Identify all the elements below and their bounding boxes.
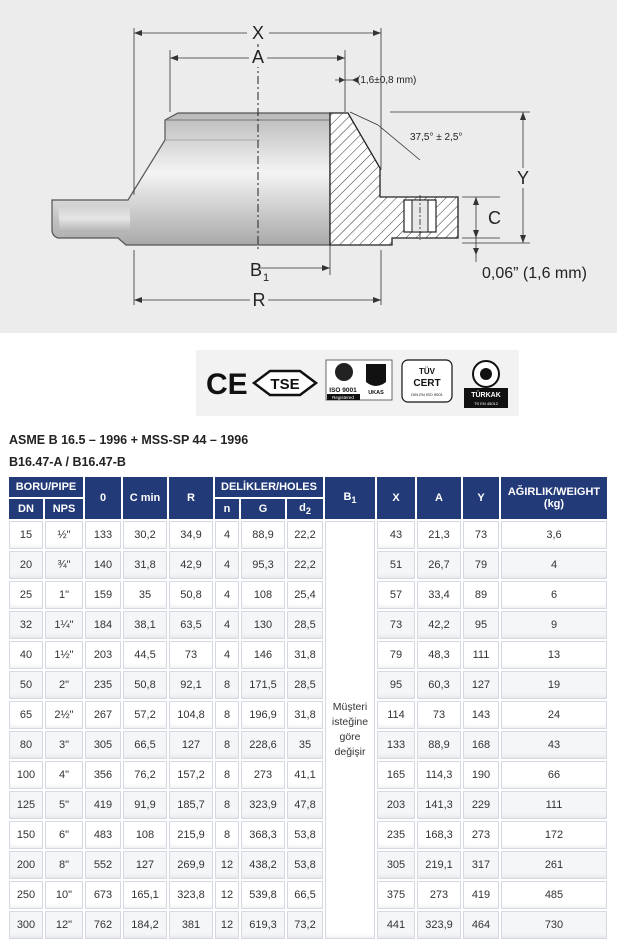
table-cell: 762 bbox=[85, 911, 121, 939]
table-cell: 730 bbox=[501, 911, 607, 939]
table-cell: 300 bbox=[9, 911, 43, 939]
table-cell: 79 bbox=[377, 641, 415, 669]
table-cell: 47,8 bbox=[287, 791, 323, 819]
table-cell: 6" bbox=[45, 821, 83, 849]
table-cell: 8 bbox=[215, 761, 239, 789]
table-cell: 34,9 bbox=[169, 521, 213, 549]
table-cell: 73,2 bbox=[287, 911, 323, 939]
tuv-cert-logo bbox=[402, 360, 452, 402]
table-cell: 464 bbox=[463, 911, 499, 939]
table-cell: 368,3 bbox=[241, 821, 285, 849]
table-cell: 91,9 bbox=[123, 791, 167, 819]
table-cell: 8 bbox=[215, 791, 239, 819]
table-cell: 146 bbox=[241, 641, 285, 669]
table-row bbox=[9, 521, 607, 549]
table-cell: 172 bbox=[501, 821, 607, 849]
table-cell: ½" bbox=[45, 521, 83, 549]
certification-logos bbox=[196, 350, 519, 416]
label-x: X bbox=[251, 23, 265, 43]
table-cell: 419 bbox=[463, 881, 499, 909]
turkak-sub-text: TS EN 45012 bbox=[473, 401, 499, 406]
table-cell: 35 bbox=[123, 581, 167, 609]
table-cell: 261 bbox=[501, 851, 607, 879]
table-cell: 108 bbox=[241, 581, 285, 609]
header-r: R bbox=[169, 477, 213, 519]
table-cell: 12 bbox=[215, 881, 239, 909]
tse-text: TSE bbox=[270, 376, 300, 393]
table-cell: 43 bbox=[377, 521, 415, 549]
table-cell: 323,9 bbox=[241, 791, 285, 819]
table-cell: 375 bbox=[377, 881, 415, 909]
label-y: Y bbox=[516, 168, 530, 188]
table-cell: 127 bbox=[169, 731, 213, 759]
table-cell: 127 bbox=[463, 671, 499, 699]
standard-heading: ASME B 16.5 – 1996 + MSS-SP 44 – 1996 bbox=[9, 433, 249, 447]
table-cell: 73 bbox=[169, 641, 213, 669]
header-x: X bbox=[377, 477, 415, 519]
header-y: Y bbox=[463, 477, 499, 519]
table-cell: 483 bbox=[85, 821, 121, 849]
table-cell: 2" bbox=[45, 671, 83, 699]
table-cell: 21,3 bbox=[417, 521, 461, 549]
table-cell: 1¼" bbox=[45, 611, 83, 639]
table-cell: 57,2 bbox=[123, 701, 167, 729]
table-cell: 157,2 bbox=[169, 761, 213, 789]
table-row bbox=[9, 911, 607, 939]
table-cell: 168,3 bbox=[417, 821, 461, 849]
table-cell: 50,8 bbox=[169, 581, 213, 609]
table-row bbox=[9, 731, 607, 759]
label-a: A bbox=[251, 47, 265, 67]
header-d2 bbox=[287, 499, 323, 519]
table-cell: 4 bbox=[215, 641, 239, 669]
iso-text: ISO 9001 bbox=[329, 387, 357, 394]
flange-dimensions-table bbox=[7, 475, 609, 941]
table-cell: 250 bbox=[9, 881, 43, 909]
table-row bbox=[9, 761, 607, 789]
table-cell: 32 bbox=[9, 611, 43, 639]
table-cell: 8 bbox=[215, 731, 239, 759]
table-cell: 130 bbox=[241, 611, 285, 639]
table-cell: 143 bbox=[463, 701, 499, 729]
table-cell: 552 bbox=[85, 851, 121, 879]
table-cell: 441 bbox=[377, 911, 415, 939]
table-cell: 235 bbox=[85, 671, 121, 699]
table-cell: 114 bbox=[377, 701, 415, 729]
table-cell: 8" bbox=[45, 851, 83, 879]
table-cell: 184 bbox=[85, 611, 121, 639]
table-cell: 13 bbox=[501, 641, 607, 669]
table-body bbox=[9, 521, 607, 939]
table-row bbox=[9, 791, 607, 819]
table-cell: 133 bbox=[377, 731, 415, 759]
table-cell: 125 bbox=[9, 791, 43, 819]
table-cell: 485 bbox=[501, 881, 607, 909]
table-cell: 323,8 bbox=[169, 881, 213, 909]
table-cell: 57 bbox=[377, 581, 415, 609]
table-cell: 196,9 bbox=[241, 701, 285, 729]
label-tolerance: (1,6±0,8 mm) bbox=[357, 75, 417, 86]
table-cell: 63,5 bbox=[169, 611, 213, 639]
header-pipe: BORU/PIPE bbox=[9, 477, 83, 497]
table-row bbox=[9, 641, 607, 669]
header-nps: NPS bbox=[45, 499, 83, 519]
b1-note-cell bbox=[325, 521, 375, 939]
b1-note-line: Müşteri bbox=[332, 701, 368, 713]
table-cell: 111 bbox=[501, 791, 607, 819]
table-cell: 3" bbox=[45, 731, 83, 759]
table-cell: 88,9 bbox=[241, 521, 285, 549]
table-cell: 133 bbox=[85, 521, 121, 549]
table-cell: 273 bbox=[463, 821, 499, 849]
label-c: C bbox=[488, 208, 501, 228]
table-cell: 66,5 bbox=[123, 731, 167, 759]
table-cell: 73 bbox=[463, 521, 499, 549]
table-cell: 31,8 bbox=[287, 701, 323, 729]
iso-9001-logo bbox=[326, 360, 392, 400]
table-cell: 8 bbox=[215, 821, 239, 849]
table-cell: 65 bbox=[9, 701, 43, 729]
table-row bbox=[9, 581, 607, 609]
table-cell: 44,5 bbox=[123, 641, 167, 669]
table-cell: 114,3 bbox=[417, 761, 461, 789]
table-cell: 9 bbox=[501, 611, 607, 639]
table-cell: 66 bbox=[501, 761, 607, 789]
table-cell: 22,2 bbox=[287, 551, 323, 579]
table-cell: 159 bbox=[85, 581, 121, 609]
table-cell: 8 bbox=[215, 701, 239, 729]
table-cell: 438,2 bbox=[241, 851, 285, 879]
table-cell: 20 bbox=[9, 551, 43, 579]
table-cell: 140 bbox=[85, 551, 121, 579]
header-weight-unit: (kg) bbox=[543, 498, 565, 510]
table-cell: 4 bbox=[215, 521, 239, 549]
header-a: A bbox=[417, 477, 461, 519]
table-cell: 28,5 bbox=[287, 611, 323, 639]
label-angle: 37,5° ± 2,5° bbox=[410, 132, 463, 143]
header-weight bbox=[501, 477, 607, 519]
header-weight-label: AĞIRLIK/WEIGHT bbox=[507, 486, 601, 498]
table-cell: 88,9 bbox=[417, 731, 461, 759]
table-cell: 79 bbox=[463, 551, 499, 579]
table-cell: 28,5 bbox=[287, 671, 323, 699]
table-cell: 419 bbox=[85, 791, 121, 819]
table-cell: 171,5 bbox=[241, 671, 285, 699]
table-cell: 73 bbox=[417, 701, 461, 729]
table-cell: 24 bbox=[501, 701, 607, 729]
table-cell: 235 bbox=[377, 821, 415, 849]
turkak-logo bbox=[464, 361, 508, 408]
ce-mark-text: CE bbox=[206, 368, 248, 401]
table-cell: 48,3 bbox=[417, 641, 461, 669]
table-cell: 190 bbox=[463, 761, 499, 789]
table-cell: 203 bbox=[377, 791, 415, 819]
table-cell: 100 bbox=[9, 761, 43, 789]
table-cell: 356 bbox=[85, 761, 121, 789]
table-cell: 53,8 bbox=[287, 851, 323, 879]
table-cell: 2½" bbox=[45, 701, 83, 729]
table-cell: 184,2 bbox=[123, 911, 167, 939]
table-cell: 12 bbox=[215, 851, 239, 879]
tuv-cert-text: CERT bbox=[413, 378, 441, 389]
table-cell: ¾" bbox=[45, 551, 83, 579]
header-g: G bbox=[241, 499, 285, 519]
table-cell: 203 bbox=[85, 641, 121, 669]
table-cell: 73 bbox=[377, 611, 415, 639]
table-cell: 215,9 bbox=[169, 821, 213, 849]
label-b1-sub: 1 bbox=[263, 272, 270, 284]
table-cell: 111 bbox=[463, 641, 499, 669]
table-cell: 185,7 bbox=[169, 791, 213, 819]
table-cell: 42,2 bbox=[417, 611, 461, 639]
tuv-sub-text: DIN EN ISO 9001 bbox=[411, 392, 443, 397]
table-cell: 200 bbox=[9, 851, 43, 879]
label-r: R bbox=[252, 290, 266, 310]
table-cell: 141,3 bbox=[417, 791, 461, 819]
table-cell: 12" bbox=[45, 911, 83, 939]
table-cell: 539,8 bbox=[241, 881, 285, 909]
table-row bbox=[9, 551, 607, 579]
table-cell: 4 bbox=[501, 551, 607, 579]
label-dimension-006: 0,06” (1,6 mm) bbox=[482, 265, 587, 282]
table-cell: 165 bbox=[377, 761, 415, 789]
table-cell: 305 bbox=[377, 851, 415, 879]
table-cell: 4 bbox=[215, 581, 239, 609]
table-cell: 50 bbox=[9, 671, 43, 699]
header-n: n bbox=[215, 499, 239, 519]
turkak-text: TÜRKAK bbox=[471, 392, 501, 399]
header-holes: DELİKLER/HOLES bbox=[215, 477, 323, 497]
table-cell: 42,9 bbox=[169, 551, 213, 579]
table-cell: 267 bbox=[85, 701, 121, 729]
header-o: 0 bbox=[85, 477, 121, 519]
b1-note-line: isteğine bbox=[331, 716, 369, 728]
table-cell: 273 bbox=[417, 881, 461, 909]
header-dn: DN bbox=[9, 499, 43, 519]
standard-subheading: B16.47-A / B16.47-B bbox=[9, 455, 126, 469]
table-cell: 619,3 bbox=[241, 911, 285, 939]
table-row bbox=[9, 701, 607, 729]
table-cell: 66,5 bbox=[287, 881, 323, 909]
table-cell: 305 bbox=[85, 731, 121, 759]
header-d2-main: d bbox=[299, 501, 306, 514]
table-cell: 51 bbox=[377, 551, 415, 579]
table-cell: 8 bbox=[215, 671, 239, 699]
table-cell: 165,1 bbox=[123, 881, 167, 909]
table-cell: 40 bbox=[9, 641, 43, 669]
tuv-text: TÜV bbox=[419, 367, 435, 376]
table-cell: 22,2 bbox=[287, 521, 323, 549]
iso-registered-text: Registered bbox=[332, 395, 354, 400]
table-cell: 95 bbox=[463, 611, 499, 639]
label-b1: B bbox=[250, 260, 263, 280]
b1-note-line: değişir bbox=[334, 746, 366, 758]
flange-drawing bbox=[0, 0, 617, 333]
table-cell: 673 bbox=[85, 881, 121, 909]
header-b1-main: B bbox=[343, 490, 352, 503]
table-cell: 60,3 bbox=[417, 671, 461, 699]
table-cell: 38,1 bbox=[123, 611, 167, 639]
table-cell: 95 bbox=[377, 671, 415, 699]
ukas-text: UKAS bbox=[368, 390, 384, 396]
table-cell: 1½" bbox=[45, 641, 83, 669]
table-cell: 219,1 bbox=[417, 851, 461, 879]
table-row bbox=[9, 671, 607, 699]
table-cell: 25 bbox=[9, 581, 43, 609]
table-cell: 104,8 bbox=[169, 701, 213, 729]
header-b1-sub: 1 bbox=[351, 495, 357, 506]
table-cell: 127 bbox=[123, 851, 167, 879]
table-cell: 150 bbox=[9, 821, 43, 849]
b1-note-line: göre bbox=[339, 731, 361, 743]
table-cell: 33,4 bbox=[417, 581, 461, 609]
table-cell: 89 bbox=[463, 581, 499, 609]
tse-logo bbox=[254, 371, 316, 395]
table-cell: 10" bbox=[45, 881, 83, 909]
header-d2-sub: 2 bbox=[305, 506, 311, 517]
table-cell: 229 bbox=[463, 791, 499, 819]
header-b1 bbox=[325, 477, 375, 519]
table-cell: 25,4 bbox=[287, 581, 323, 609]
table-cell: 4" bbox=[45, 761, 83, 789]
table-cell: 269,9 bbox=[169, 851, 213, 879]
table-cell: 76,2 bbox=[123, 761, 167, 789]
table-cell: 80 bbox=[9, 731, 43, 759]
table-cell: 31,8 bbox=[123, 551, 167, 579]
certification-logos-svg bbox=[196, 350, 519, 416]
table-cell: 4 bbox=[215, 551, 239, 579]
table-cell: 6 bbox=[501, 581, 607, 609]
table-cell: 228,6 bbox=[241, 731, 285, 759]
table-cell: 317 bbox=[463, 851, 499, 879]
table-cell: 43 bbox=[501, 731, 607, 759]
table-cell: 323,9 bbox=[417, 911, 461, 939]
table-row bbox=[9, 881, 607, 909]
table-row bbox=[9, 611, 607, 639]
table-cell: 108 bbox=[123, 821, 167, 849]
table-cell: 19 bbox=[501, 671, 607, 699]
table-cell: 12 bbox=[215, 911, 239, 939]
table-cell: 41,1 bbox=[287, 761, 323, 789]
table-cell: 15 bbox=[9, 521, 43, 549]
table-cell: 95,3 bbox=[241, 551, 285, 579]
table-cell: 92,1 bbox=[169, 671, 213, 699]
ce-mark-logo bbox=[206, 368, 248, 401]
table-cell: 381 bbox=[169, 911, 213, 939]
table-cell: 50,8 bbox=[123, 671, 167, 699]
table-cell: 31,8 bbox=[287, 641, 323, 669]
table-cell: 5" bbox=[45, 791, 83, 819]
table-cell: 1" bbox=[45, 581, 83, 609]
table-cell: 273 bbox=[241, 761, 285, 789]
table-cell: 26,7 bbox=[417, 551, 461, 579]
table-row bbox=[9, 851, 607, 879]
table-cell: 35 bbox=[287, 731, 323, 759]
flange-cross-section bbox=[0, 0, 617, 333]
table-cell: 3,6 bbox=[501, 521, 607, 549]
table-cell: 53,8 bbox=[287, 821, 323, 849]
table-cell: 30,2 bbox=[123, 521, 167, 549]
table-row bbox=[9, 821, 607, 849]
table-cell: 168 bbox=[463, 731, 499, 759]
table-cell: 4 bbox=[215, 611, 239, 639]
header-c-min: C min bbox=[123, 477, 167, 519]
